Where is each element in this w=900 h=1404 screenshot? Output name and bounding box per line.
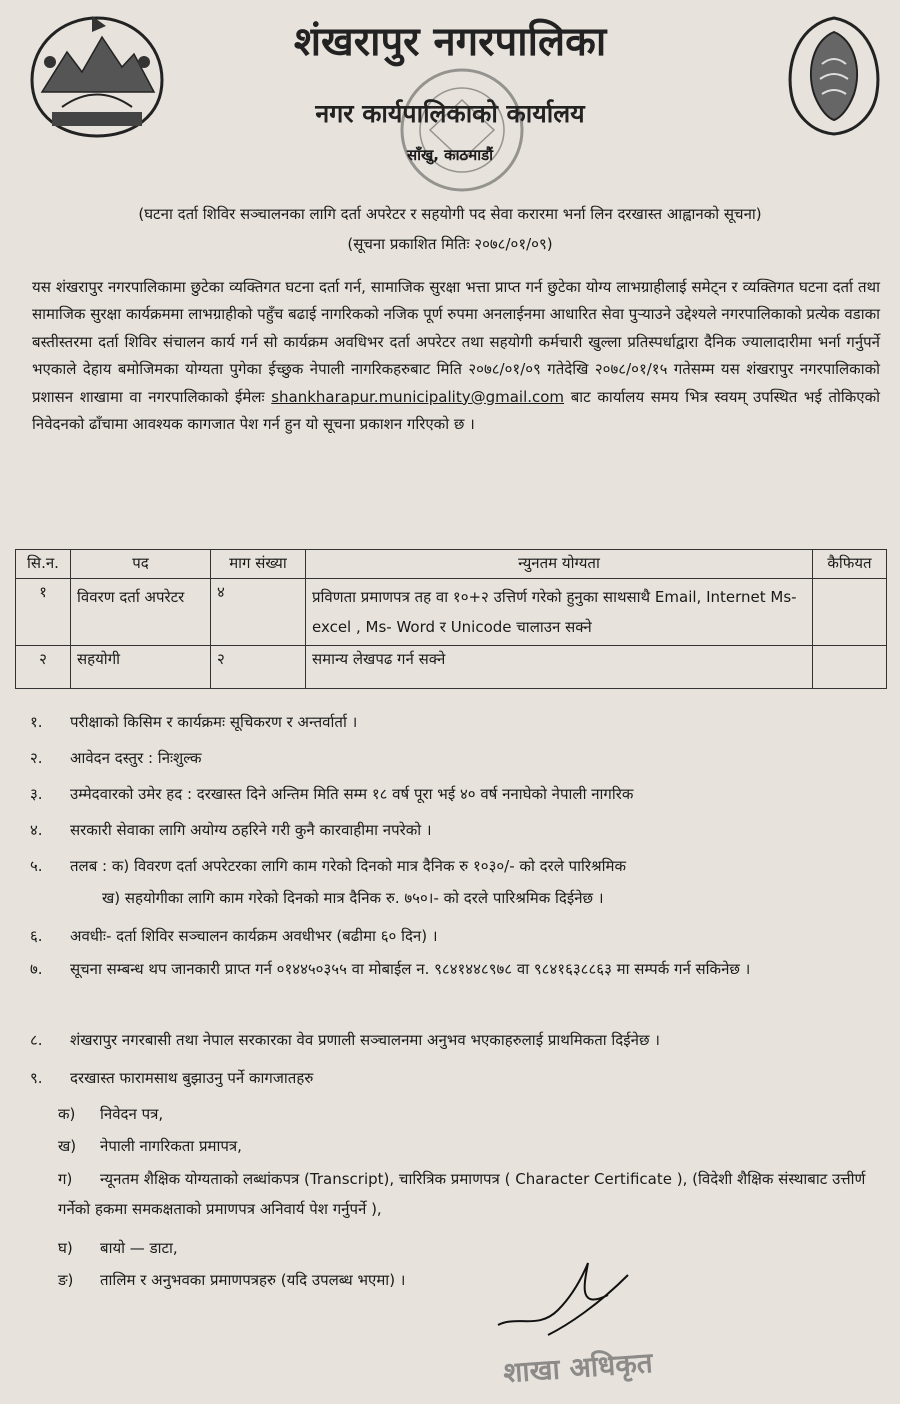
- list-item: २. आवेदन दस्तुर : निःशुल्क: [30, 749, 202, 767]
- col-header-post: पद: [71, 550, 211, 579]
- list-item: ख) सहयोगीका लागि काम गरेको दिनको मात्र दैनिक रु. ७५०।- को दरले पारिश्रमिक दिईनेछ ।: [102, 889, 604, 907]
- list-item: ९. दरखास्त फारामसाथ बुझाउनु पर्ने कागजातहरु: [30, 1069, 314, 1087]
- cell-qualification: प्रविणता प्रमाणपत्र तह वा १०+२ उत्तिर्ण गरेको हुनुका साथसाथै Email, Internet Ms-excel , Ms- Word र Unicode चालाउन सक्ने: [306, 579, 813, 646]
- document-item: ङ) तालिम र अनुभवका प्रमाणपत्रहरु (यदि उपलब्ध भएमा) ।: [58, 1271, 406, 1289]
- list-item: ६. अवधीः- दर्ता शिविर सञ्चालन कार्यक्रम अवधीभर (बढीमा ६० दिन) ।: [30, 927, 438, 945]
- office-address: साँखु, काठमाडौं: [406, 146, 494, 164]
- list-item: १. परीक्षाको किसिम र कार्यक्रमः सूचिकरण र अन्तर्वार्ता ।: [30, 713, 358, 731]
- intro-paragraph: [32, 274, 880, 438]
- office-round-stamp-icon: [370, 60, 555, 200]
- cell-count: २: [211, 646, 306, 689]
- document-item: क) निवेदन पत्र,: [58, 1105, 164, 1123]
- office-subtitle: नगर कार्यपालिकाको कार्यालय: [315, 99, 585, 128]
- signature-icon: [488, 1255, 638, 1345]
- list-item: ३. उम्मेदवारको उमेर हद : दरखास्त दिने अन्तिम मिति सम्म १८ वर्ष पूरा भई ४० वर्ष ननाघेको नेपाली नागरिक: [30, 785, 634, 803]
- municipality-title: शंखरापुर नगरपालिका: [293, 18, 607, 65]
- cell-count: ४: [211, 579, 306, 646]
- list-item: ५. तलब : क) विवरण दर्ता अपरेटरका लागि काम गरेको दिनको मात्र दैनिक रु १०३०/- को दरले पारिश्रमिक: [30, 857, 627, 875]
- cell-remarks: [813, 579, 887, 646]
- list-item: ८. शंखरापुर नगरबासी तथा नेपाल सरकारका वेव प्रणाली सञ्चालनमा अनुभव भएकाहरुलाई प्राथमिकता दिईनेछ ।: [30, 1031, 660, 1049]
- document-item: ख) नेपाली नागरिकता प्रमापत्र,: [58, 1137, 242, 1155]
- notice-title: (घटना दर्ता शिविर सञ्चालनका लागि दर्ता अपरेटर र सहयोगी पद सेवा करारमा भर्ना लिन दरखास्त आह्वानको सूचना): [138, 205, 762, 223]
- intro-text-continued: बाट कार्यालय समय भित्र स्वयम् उपस्थित भई तोकिएको निवेदनको ढाँचामा आवश्यक कागजात पेश गर्न हुन यो सूचना प्रकाशन गरिएको छ ।: [32, 387, 880, 434]
- table-row: [16, 646, 887, 689]
- cell-post: विवरण दर्ता अपरेटर: [71, 579, 211, 646]
- document-item: ग) न्यूनतम शैक्षिक योग्यताको लब्धांकपत्र (Transcript), चारित्रिक प्रमाणपत्र ( Character Certificate ), (विदेशी शैक्षिक संस्थाबाट उत्तीर्ण गर्नेको हकमा समकक्षताको प्रमाणपत्र अनिवार्य पेश गर्नुपर्ने ),: [58, 1170, 866, 1218]
- officer-stamp: [495, 1340, 695, 1388]
- list-item: ७. सूचना सम्बन्ध थप जानकारी प्राप्त गर्न ०१४४५०३५५ वा मोबाईल न. ९८४१४४८९७८ वा ९८४१६३८८६३ मा सम्पर्क गर्न सकिनेछ ।: [30, 960, 751, 978]
- list-item: ४. सरकारी सेवाका लागि अयोग्य ठहरिने गरी कुनै कारवाहीमा नपरेको ।: [30, 821, 432, 839]
- col-header-remarks: कैफियत: [813, 550, 887, 579]
- cell-remarks: [813, 646, 887, 689]
- stamp-text: शाखा अधिकृत: [502, 1346, 654, 1388]
- cell-post: सहयोगी: [71, 646, 211, 689]
- document-item: घ) बायो — डाटा,: [58, 1239, 178, 1257]
- cell-serial: २: [16, 646, 71, 689]
- email-link[interactable]: shankharapur.municipality@gmail.com: [271, 387, 565, 406]
- cell-serial: १: [16, 579, 71, 646]
- col-header-serial: सि.न.: [16, 550, 71, 579]
- requirements-table: [15, 549, 887, 689]
- table-row: [16, 579, 887, 646]
- col-header-count: माग संख्या: [211, 550, 306, 579]
- cell-qualification: समान्य लेखपढ गर्न सक्ने: [306, 646, 813, 689]
- intro-text: यस शंखरापुर नगरपालिकामा छुटेका व्यक्तिगत घटना दर्ता गर्न, सामाजिक सुरक्षा भत्ता प्राप्त गर्न छुटेका योग्य लाभग्राहीलाई समेट्न र व्यक्तिगत घटना दर्ता तथा सामाजिक सुरक्षा कार्यक्रममा लाभग्राहीको पहुँच बढाई नागरिकको नजिक पूर्ण रुपमा अनलाईनमा आधारित सेवा पुऱ्याउने उद्देश्यले नगरपालिकाको प्रत्येक वडाका बस्तीस्तरमा दर्ता शिविर संचालन कार्य गर्न सो कार्यक्रम अवधिभर दर्ता अपरेटर तथा सहयोगी कर्मचारी खुल्ला प्रतिस्पर्धाद्वारा दैनिक ज्यालादारीमा भर्ना गर्नुपर्ने भएकाले देहाय बमोजिमका योग्यता पुगेका ईच्छुक नेपाली नागरिकहरुबाट मिति २०७८/०१/०९ गतेदेखि २०७८/०१/१५ गतेसम्म यस शंखरापुर नगरपालिकाको प्रशासन शाखामा वा नगरपालिकाको ईमेलः: [32, 278, 880, 406]
- notice-published-date: (सूचना प्रकाशित मितिः २०७८/०१/०९): [347, 235, 553, 253]
- col-header-qualification: न्युनतम योग्यता: [306, 550, 813, 579]
- table-header-row: [16, 550, 887, 579]
